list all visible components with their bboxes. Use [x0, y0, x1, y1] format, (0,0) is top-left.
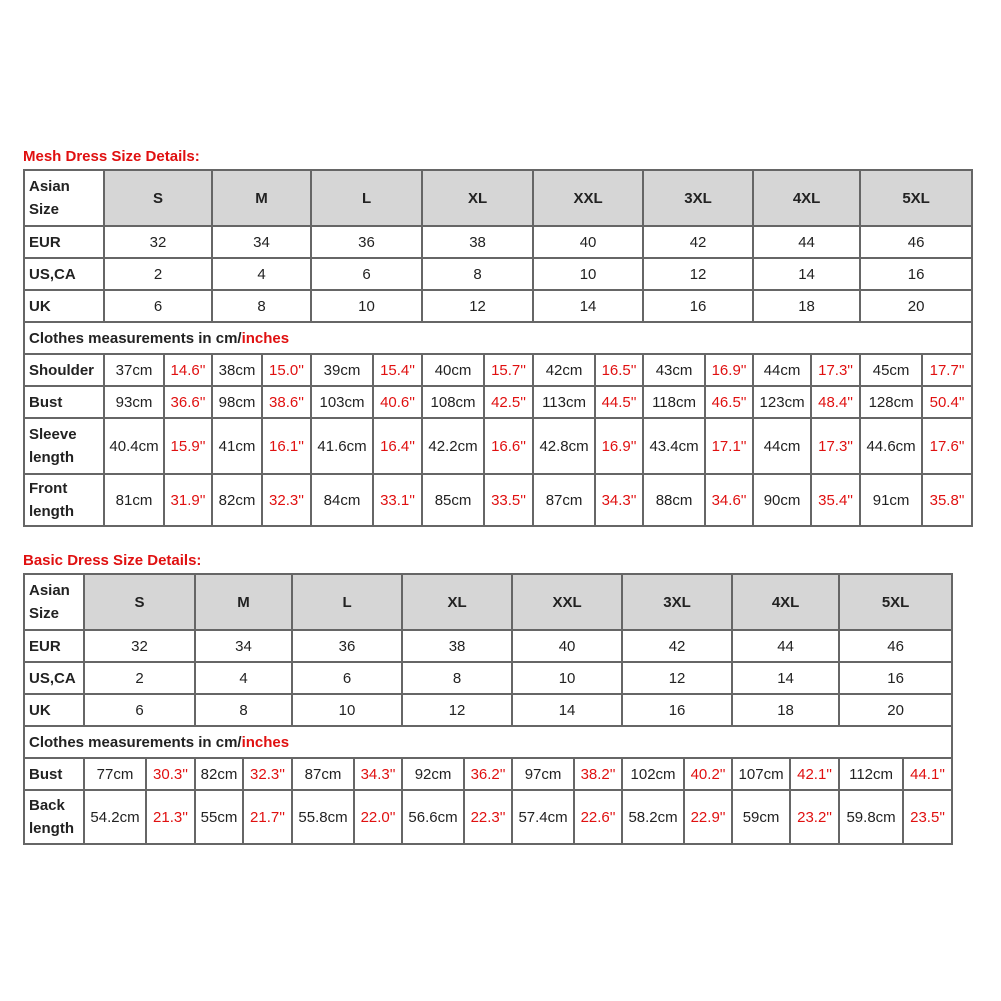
- cm-cell: 37cm: [104, 354, 164, 386]
- cm-cell: 44cm: [753, 418, 811, 474]
- inch-cell: 36.2'': [464, 758, 512, 790]
- size-header-m: M: [195, 574, 292, 630]
- inch-cell: 31.9'': [164, 474, 212, 526]
- size-header-m: M: [212, 170, 311, 226]
- table-cell: 6: [84, 694, 195, 726]
- table-cell: 2: [104, 258, 212, 290]
- table-cell: 6: [292, 662, 402, 694]
- table-cell: 14: [512, 694, 622, 726]
- cm-cell: 43cm: [643, 354, 705, 386]
- basic-row-us-ca: [24, 662, 952, 694]
- inch-cell: 17.6'': [922, 418, 972, 474]
- mesh-section-title: Mesh Dress Size Details:: [23, 148, 200, 165]
- inch-cell: 16.5'': [595, 354, 643, 386]
- table-cell: 32: [104, 226, 212, 258]
- cm-cell: 128cm: [860, 386, 922, 418]
- mesh-row-uk: [24, 290, 972, 322]
- table-cell: 10: [533, 258, 643, 290]
- cm-cell: 88cm: [643, 474, 705, 526]
- table-cell: 46: [860, 226, 972, 258]
- inch-cell: 38.2'': [574, 758, 622, 790]
- row-label: EUR: [24, 630, 84, 662]
- measurements-note: [24, 322, 972, 354]
- cm-cell: 108cm: [422, 386, 484, 418]
- row-label: UK: [24, 694, 84, 726]
- cm-cell: 57.4cm: [512, 790, 574, 844]
- size-header-s: S: [84, 574, 195, 630]
- table-cell: 32: [84, 630, 195, 662]
- size-header-xl: XL: [402, 574, 512, 630]
- cm-cell: 87cm: [533, 474, 595, 526]
- table-cell: 36: [292, 630, 402, 662]
- table-cell: 4: [212, 258, 311, 290]
- inch-cell: 32.3'': [262, 474, 311, 526]
- cm-cell: 102cm: [622, 758, 684, 790]
- inch-cell: 40.6'': [373, 386, 422, 418]
- inch-cell: 23.5'': [903, 790, 952, 844]
- row-label: Front length: [24, 474, 104, 526]
- cm-cell: 112cm: [839, 758, 903, 790]
- cm-cell: 90cm: [753, 474, 811, 526]
- inch-cell: 50.4'': [922, 386, 972, 418]
- inch-cell: 22.6'': [574, 790, 622, 844]
- mesh-row-us-ca: [24, 258, 972, 290]
- inch-cell: 34.3'': [354, 758, 402, 790]
- cm-cell: 41.6cm: [311, 418, 373, 474]
- cm-cell: 87cm: [292, 758, 354, 790]
- cm-cell: 42.8cm: [533, 418, 595, 474]
- table-cell: 8: [422, 258, 533, 290]
- row-label: Shoulder: [24, 354, 104, 386]
- basic-size-table: [23, 573, 953, 845]
- table-cell: 14: [732, 662, 839, 694]
- asian-size-label: Asian Size: [24, 170, 104, 226]
- table-cell: 4: [195, 662, 292, 694]
- inch-cell: 34.3'': [595, 474, 643, 526]
- table-cell: 14: [753, 258, 860, 290]
- table-cell: 38: [422, 226, 533, 258]
- cm-cell: 98cm: [212, 386, 262, 418]
- basic-header-row: [24, 574, 952, 630]
- inch-cell: 17.3'': [811, 354, 860, 386]
- inch-cell: 33.5'': [484, 474, 533, 526]
- table-cell: 20: [839, 694, 952, 726]
- mesh-row-front-length: [24, 474, 972, 526]
- inch-cell: 21.7'': [243, 790, 292, 844]
- size-header-3xl: 3XL: [643, 170, 753, 226]
- row-label: Sleeve length: [24, 418, 104, 474]
- cm-cell: 58.2cm: [622, 790, 684, 844]
- row-label: Bust: [24, 758, 84, 790]
- cm-cell: 93cm: [104, 386, 164, 418]
- cm-cell: 107cm: [732, 758, 790, 790]
- table-cell: 40: [533, 226, 643, 258]
- cm-cell: 41cm: [212, 418, 262, 474]
- inch-cell: 40.2'': [684, 758, 732, 790]
- inch-cell: 17.1'': [705, 418, 753, 474]
- mesh-row-shoulder: [24, 354, 972, 386]
- cm-cell: 91cm: [860, 474, 922, 526]
- mesh-size-table: [23, 169, 973, 527]
- cm-cell: 54.2cm: [84, 790, 146, 844]
- inch-cell: 36.6'': [164, 386, 212, 418]
- table-cell: 34: [212, 226, 311, 258]
- cm-cell: 38cm: [212, 354, 262, 386]
- table-cell: 42: [622, 630, 732, 662]
- cm-cell: 43.4cm: [643, 418, 705, 474]
- table-cell: 44: [753, 226, 860, 258]
- size-header-4xl: 4XL: [753, 170, 860, 226]
- table-cell: 18: [732, 694, 839, 726]
- cm-cell: 55cm: [195, 790, 243, 844]
- table-cell: 16: [643, 290, 753, 322]
- inch-cell: 22.3'': [464, 790, 512, 844]
- basic-section-title: Basic Dress Size Details:: [23, 552, 202, 569]
- size-header-xl: XL: [422, 170, 533, 226]
- inch-cell: 32.3'': [243, 758, 292, 790]
- basic-row-back-length: [24, 790, 952, 844]
- inch-cell: 48.4'': [811, 386, 860, 418]
- basic-row-uk: [24, 694, 952, 726]
- inch-cell: 42.5'': [484, 386, 533, 418]
- measurements-note-inches: inches: [241, 733, 290, 751]
- inch-cell: 17.7'': [922, 354, 972, 386]
- table-cell: 6: [104, 290, 212, 322]
- size-header-xxl: XXL: [512, 574, 622, 630]
- mesh-measurements-note-row: [24, 322, 972, 354]
- table-cell: 46: [839, 630, 952, 662]
- mesh-row-bust: [24, 386, 972, 418]
- inch-cell: 38.6'': [262, 386, 311, 418]
- table-cell: 40: [512, 630, 622, 662]
- table-cell: 10: [311, 290, 422, 322]
- measurements-note-prefix: Clothes measurements in cm/: [29, 329, 242, 347]
- row-label: EUR: [24, 226, 104, 258]
- inch-cell: 16.1'': [262, 418, 311, 474]
- inch-cell: 16.9'': [595, 418, 643, 474]
- cm-cell: 59.8cm: [839, 790, 903, 844]
- table-cell: 12: [622, 662, 732, 694]
- basic-row-bust: [24, 758, 952, 790]
- table-cell: 20: [860, 290, 972, 322]
- size-header-l: L: [292, 574, 402, 630]
- inch-cell: 46.5'': [705, 386, 753, 418]
- inch-cell: 35.8'': [922, 474, 972, 526]
- cm-cell: 82cm: [195, 758, 243, 790]
- inch-cell: 16.9'': [705, 354, 753, 386]
- inch-cell: 16.4'': [373, 418, 422, 474]
- inch-cell: 15.4'': [373, 354, 422, 386]
- row-label: US,CA: [24, 258, 104, 290]
- inch-cell: 42.1'': [790, 758, 839, 790]
- table-cell: 12: [422, 290, 533, 322]
- mesh-row-eur: [24, 226, 972, 258]
- inch-cell: 44.1'': [903, 758, 952, 790]
- cm-cell: 82cm: [212, 474, 262, 526]
- inch-cell: 22.9'': [684, 790, 732, 844]
- table-cell: 16: [860, 258, 972, 290]
- table-cell: 34: [195, 630, 292, 662]
- table-cell: 16: [839, 662, 952, 694]
- table-cell: 12: [402, 694, 512, 726]
- table-cell: 6: [311, 258, 422, 290]
- inch-cell: 34.6'': [705, 474, 753, 526]
- measurements-note: [24, 726, 952, 758]
- size-header-s: S: [104, 170, 212, 226]
- inch-cell: 15.0'': [262, 354, 311, 386]
- table-cell: 36: [311, 226, 422, 258]
- inch-cell: 35.4'': [811, 474, 860, 526]
- cm-cell: 45cm: [860, 354, 922, 386]
- table-cell: 2: [84, 662, 195, 694]
- mesh-header-row: [24, 170, 972, 226]
- inch-cell: 44.5'': [595, 386, 643, 418]
- inch-cell: 15.9'': [164, 418, 212, 474]
- cm-cell: 118cm: [643, 386, 705, 418]
- cm-cell: 59cm: [732, 790, 790, 844]
- table-cell: 10: [292, 694, 402, 726]
- size-header-5xl: 5XL: [839, 574, 952, 630]
- row-label: Bust: [24, 386, 104, 418]
- cm-cell: 84cm: [311, 474, 373, 526]
- cm-cell: 113cm: [533, 386, 595, 418]
- measurements-note-inches: inches: [241, 329, 290, 347]
- cm-cell: 44cm: [753, 354, 811, 386]
- measurements-note-prefix: Clothes measurements in cm/: [29, 733, 242, 751]
- table-cell: 38: [402, 630, 512, 662]
- table-cell: 14: [533, 290, 643, 322]
- table-cell: 42: [643, 226, 753, 258]
- asian-size-label: Asian Size: [24, 574, 84, 630]
- row-label: Back length: [24, 790, 84, 844]
- cm-cell: 77cm: [84, 758, 146, 790]
- size-header-5xl: 5XL: [860, 170, 972, 226]
- inch-cell: 16.6'': [484, 418, 533, 474]
- inch-cell: 17.3'': [811, 418, 860, 474]
- basic-measurements-note-row: [24, 726, 952, 758]
- cm-cell: 103cm: [311, 386, 373, 418]
- size-header-l: L: [311, 170, 422, 226]
- cm-cell: 85cm: [422, 474, 484, 526]
- inch-cell: 22.0'': [354, 790, 402, 844]
- inch-cell: 30.3'': [146, 758, 195, 790]
- cm-cell: 56.6cm: [402, 790, 464, 844]
- table-cell: 12: [643, 258, 753, 290]
- row-label: UK: [24, 290, 104, 322]
- table-cell: 8: [402, 662, 512, 694]
- inch-cell: 21.3'': [146, 790, 195, 844]
- table-cell: 10: [512, 662, 622, 694]
- table-cell: 44: [732, 630, 839, 662]
- size-header-xxl: XXL: [533, 170, 643, 226]
- basic-row-eur: [24, 630, 952, 662]
- inch-cell: 14.6'': [164, 354, 212, 386]
- inch-cell: 15.7'': [484, 354, 533, 386]
- mesh-row-sleeve-length: [24, 418, 972, 474]
- cm-cell: 44.6cm: [860, 418, 922, 474]
- cm-cell: 55.8cm: [292, 790, 354, 844]
- table-cell: 16: [622, 694, 732, 726]
- cm-cell: 81cm: [104, 474, 164, 526]
- cm-cell: 40cm: [422, 354, 484, 386]
- cm-cell: 42cm: [533, 354, 595, 386]
- table-cell: 8: [195, 694, 292, 726]
- size-header-4xl: 4XL: [732, 574, 839, 630]
- cm-cell: 92cm: [402, 758, 464, 790]
- table-cell: 8: [212, 290, 311, 322]
- cm-cell: 97cm: [512, 758, 574, 790]
- size-header-3xl: 3XL: [622, 574, 732, 630]
- cm-cell: 123cm: [753, 386, 811, 418]
- inch-cell: 33.1'': [373, 474, 422, 526]
- row-label: US,CA: [24, 662, 84, 694]
- inch-cell: 23.2'': [790, 790, 839, 844]
- cm-cell: 39cm: [311, 354, 373, 386]
- table-cell: 18: [753, 290, 860, 322]
- cm-cell: 40.4cm: [104, 418, 164, 474]
- cm-cell: 42.2cm: [422, 418, 484, 474]
